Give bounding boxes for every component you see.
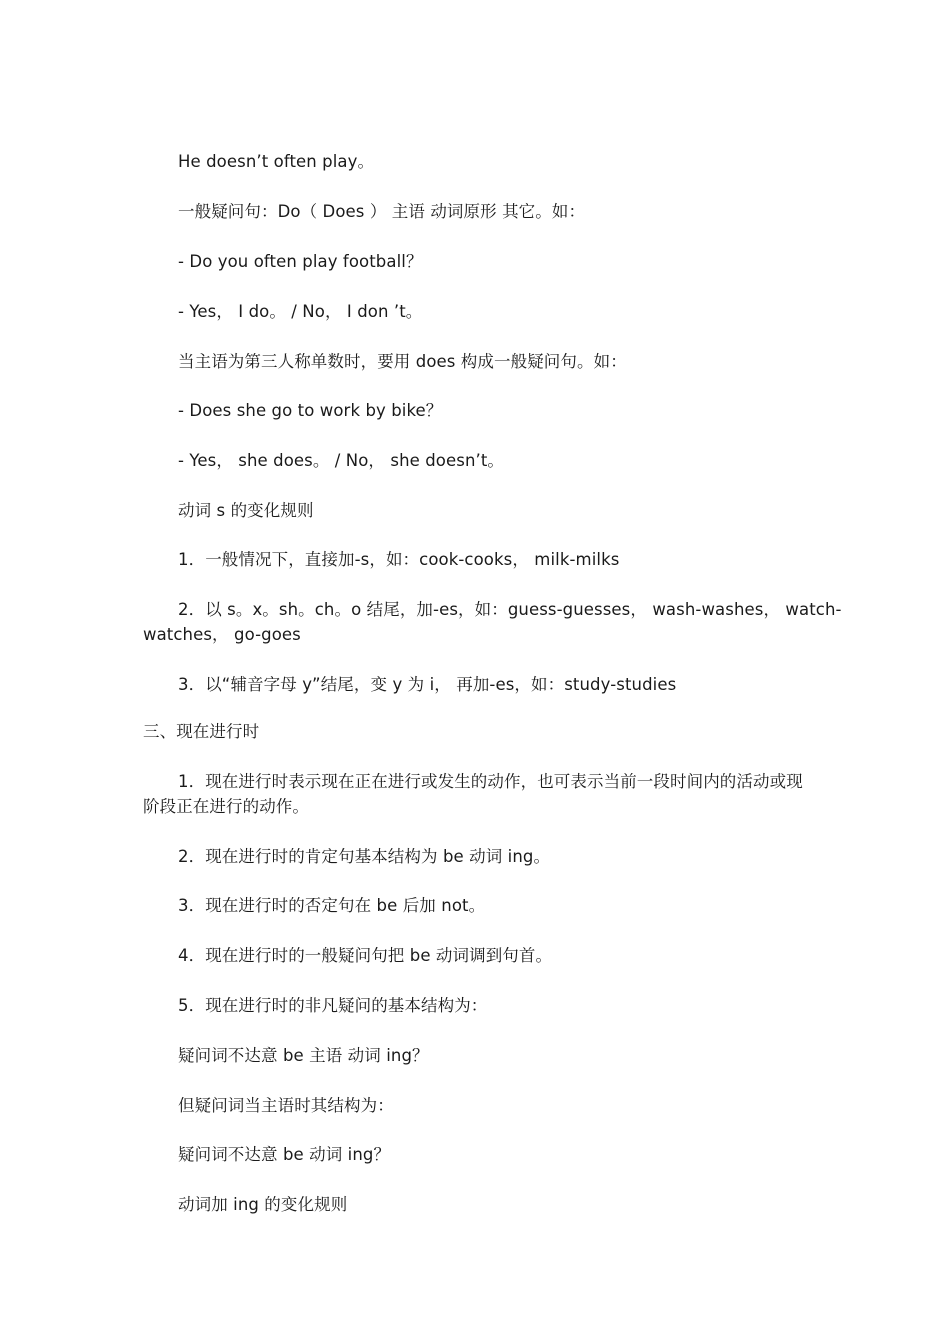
text-line: 一般疑问句：Do（ Does ） 主语 动词原形 其它。如： (178, 202, 586, 221)
text-line: 当主语为第三人称单数时，要用 does 构成一般疑问句。如： (178, 352, 627, 371)
text-line: - Yes， I do。 / No， I don ’t。 (178, 302, 423, 321)
list-item: 4．现在进行时的一般疑问句把 be 动词调到句首。 (178, 946, 553, 965)
text-line: He doesn’t often play。 (178, 152, 375, 171)
list-item: 3．以“辅音字母 y”结尾，变 y 为 i， 再加-es，如：study-studies (178, 675, 677, 694)
list-item: 1．现在进行时表示现在正在进行或发生的动作，也可表示当前一段时间内的活动或现 (178, 772, 803, 791)
list-item: 2．现在进行时的肯定句基本结构为 be 动词 ing。 (178, 847, 551, 866)
list-item-continuation: 阶段正在进行的动作。 (143, 797, 309, 816)
text-line: - Does she go to work by bike？ (178, 401, 443, 420)
list-item: 2．以 s。x。sh。ch。o 结尾，加-es，如：guess-guesses， wash-washes， watch- (178, 600, 842, 619)
section-heading: 动词 s 的变化规则 (178, 501, 314, 520)
text-line: - Do you often play football？ (178, 252, 423, 271)
text-line: 疑问词不达意 be 动词 ing？ (178, 1145, 391, 1164)
list-item: 3．现在进行时的否定句在 be 后加 not。 (178, 896, 486, 915)
section-heading: 动词加 ing 的变化规则 (178, 1195, 348, 1214)
list-item-continuation: watches， go-goes (143, 625, 301, 644)
text-line: 但疑问词当主语时其结构为： (178, 1096, 394, 1115)
list-item: 5．现在进行时的非凡疑问的基本结构为： (178, 996, 488, 1015)
list-item: 1．一般情况下，直接加-s，如：cook-cooks， milk-milks (178, 550, 620, 569)
section-heading: 三、现在进行时 (143, 722, 260, 741)
text-line: 疑问词不达意 be 主语 动词 ing？ (178, 1046, 429, 1065)
text-line: - Yes， she does。 / No， she doesn’t。 (178, 451, 505, 470)
